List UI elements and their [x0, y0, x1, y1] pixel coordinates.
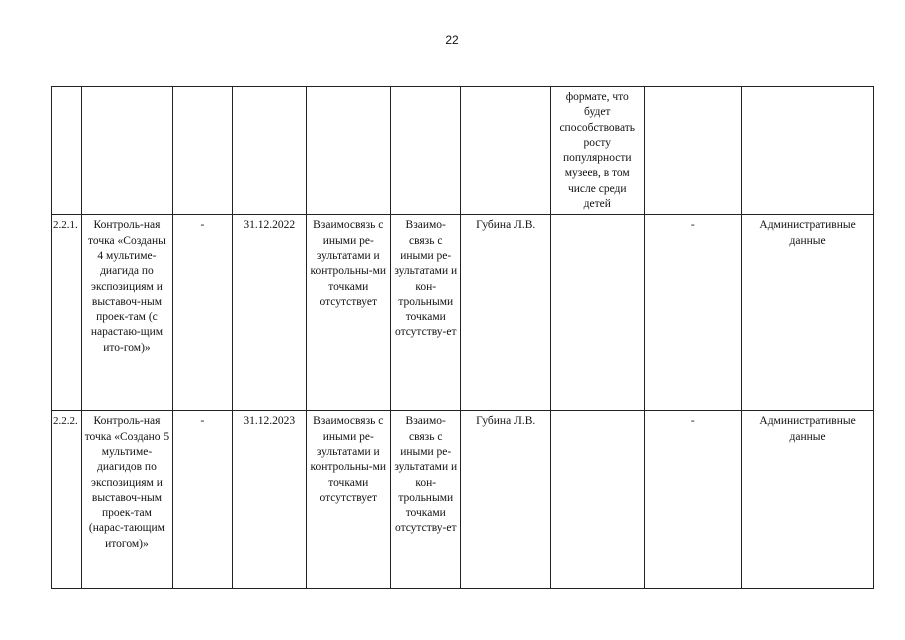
cell-start: - — [172, 215, 232, 411]
cell-source — [742, 87, 874, 215]
table-row — [52, 215, 874, 411]
table-row — [52, 411, 874, 589]
cell-num: 2.2.1. — [52, 215, 82, 411]
cell-end — [233, 87, 306, 215]
cell-responsible — [461, 87, 551, 215]
cell-name: Контроль-ная точка «Создано 5 мультиме-диагидов по экспозициям и выставоч-ным проек-там (нарас-тающим итогом)» — [82, 411, 173, 589]
cell-source: Административные данные — [742, 215, 874, 411]
cell-end: 31.12.2022 — [233, 215, 306, 411]
cell-num — [52, 87, 82, 215]
page-number: 22 — [445, 33, 459, 47]
cell-responsible: Губина Л.В. — [461, 411, 551, 589]
cell-link-prev: Взаимосвязь с иными ре-зультатами и контрольны-ми точками отсутствует — [306, 411, 391, 589]
cell-link-prev — [306, 87, 391, 215]
cell-link-next: Взаимо-связь с иными ре-зультатами и кон-трольными точками отсутству-ет — [391, 215, 461, 411]
cell-link-next — [391, 87, 461, 215]
cell-num: 2.2.2. — [52, 411, 82, 589]
cell-effect — [550, 215, 644, 411]
cell-effect: формате, что будет способствовать росту популярности музеев, в том числе среди детей — [550, 87, 644, 215]
cell-name — [82, 87, 173, 215]
cell-link-next: Взаимо-связь с иными ре-зультатами и кон-трольными точками отсутству-ет — [391, 411, 461, 589]
cell-extra: - — [644, 411, 742, 589]
cell-source: Административные данные — [742, 411, 874, 589]
cell-link-prev: Взаимосвязь с иными ре-зультатами и контрольны-ми точками отсутствует — [306, 215, 391, 411]
cell-responsible: Губина Л.В. — [461, 215, 551, 411]
cell-start — [172, 87, 232, 215]
cell-extra — [644, 87, 742, 215]
cell-extra: - — [644, 215, 742, 411]
cell-name: Контроль-ная точка «Созданы 4 мультиме-диагида по экспозициям и выставоч-ным проек-там (с нарастаю-щим ито-гом)» — [82, 215, 173, 411]
continuation-row — [52, 87, 874, 215]
cell-start: - — [172, 411, 232, 589]
plan-table — [51, 86, 874, 589]
cell-effect — [550, 411, 644, 589]
cell-end: 31.12.2023 — [233, 411, 306, 589]
